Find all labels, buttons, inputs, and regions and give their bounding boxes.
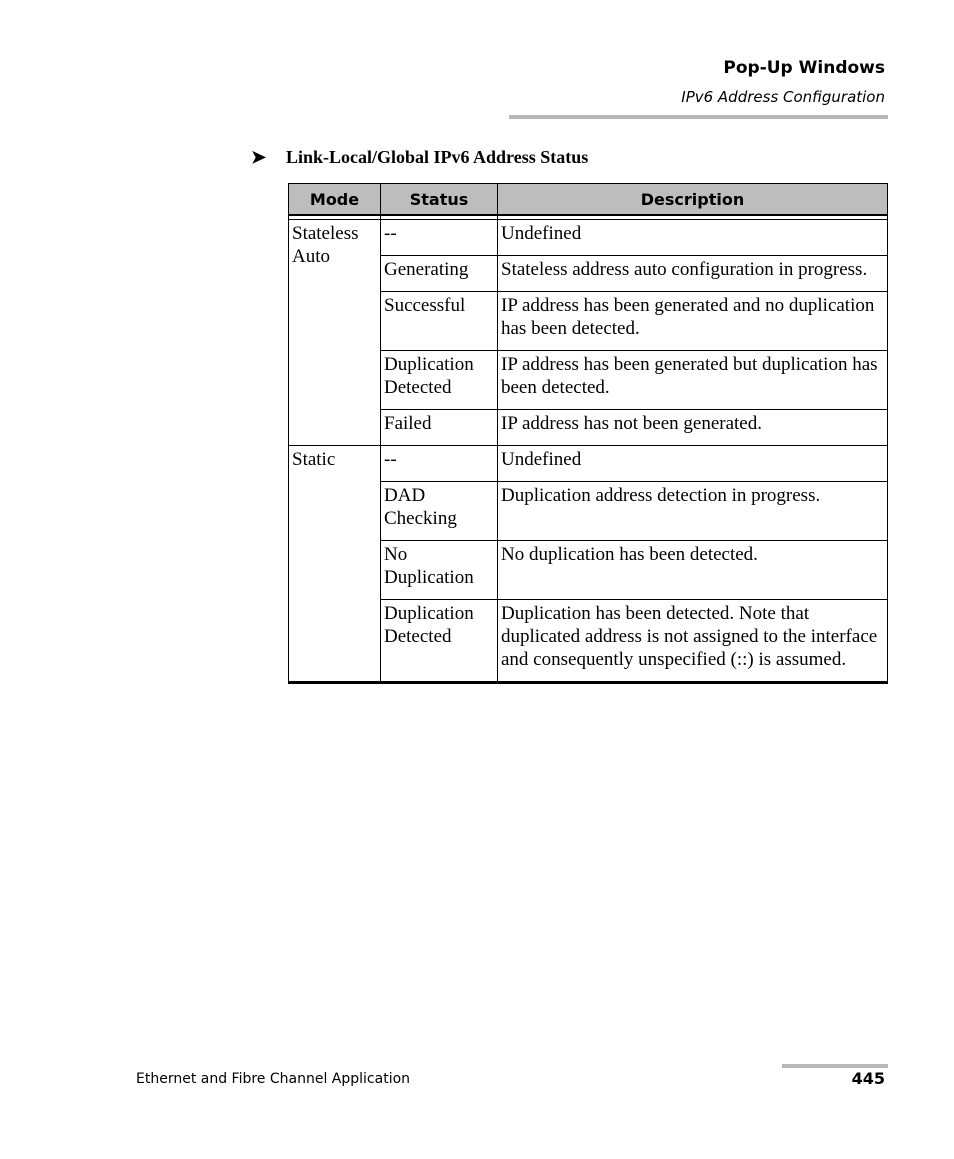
running-header-subtitle: IPv6 Address Configuration <box>681 88 885 106</box>
address-status-table <box>288 183 888 684</box>
section-heading-text: Link-Local/Global IPv6 Address Status <box>286 147 589 167</box>
status-cell: Failed <box>381 410 498 446</box>
description-cell: Duplication has been detected. Note that duplicated address is not assigned to the interface and consequently unspecified (::) is assumed. <box>498 600 888 683</box>
status-cell: DAD Checking <box>381 482 498 541</box>
status-cell: -- <box>381 220 498 256</box>
status-cell: Duplication Detected <box>381 600 498 683</box>
header-rule <box>509 115 888 119</box>
table-row <box>289 446 888 482</box>
description-cell: Undefined <box>498 220 888 256</box>
description-cell: IP address has been generated and no duplication has been detected. <box>498 292 888 351</box>
column-header-description: Description <box>498 184 888 216</box>
table-row <box>289 220 888 256</box>
status-cell: Successful <box>381 292 498 351</box>
description-cell: IP address has not been generated. <box>498 410 888 446</box>
status-cell: No Duplication <box>381 541 498 600</box>
running-header-title: Pop-Up Windows <box>723 58 885 78</box>
arrow-bullet-icon: ➤ <box>251 147 267 167</box>
footer-rule <box>782 1064 888 1068</box>
status-cell: -- <box>381 446 498 482</box>
description-cell: Duplication address detection in progress. <box>498 482 888 541</box>
status-cell: Generating <box>381 256 498 292</box>
description-cell: Stateless address auto configuration in progress. <box>498 256 888 292</box>
mode-cell: Stateless Auto <box>289 220 381 446</box>
description-cell: Undefined <box>498 446 888 482</box>
page-number: 445 <box>851 1069 885 1088</box>
column-header-mode: Mode <box>289 184 381 216</box>
footer-document-title: Ethernet and Fibre Channel Application <box>136 1071 411 1087</box>
status-cell: Duplication Detected <box>381 351 498 410</box>
description-cell: IP address has been generated but duplication has been detected. <box>498 351 888 410</box>
mode-cell: Static <box>289 446 381 683</box>
table-header-row <box>289 184 888 216</box>
section-heading <box>251 147 588 168</box>
column-header-status: Status <box>381 184 498 216</box>
description-cell: No duplication has been detected. <box>498 541 888 600</box>
